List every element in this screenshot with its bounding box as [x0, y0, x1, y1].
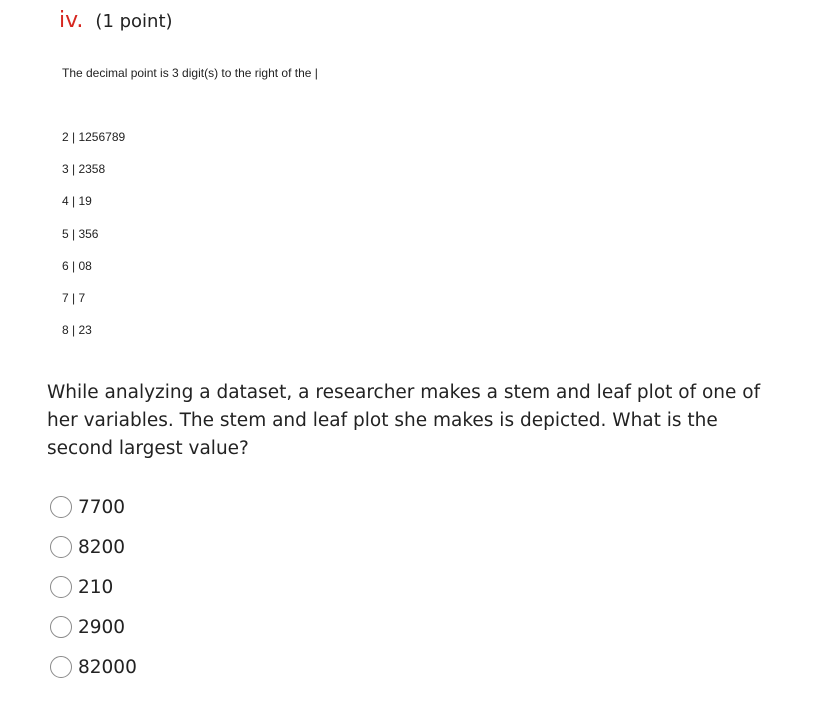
radio-button[interactable] — [50, 496, 72, 518]
stem-leaf-row: 4 | 19 — [62, 194, 92, 209]
radio-button[interactable] — [50, 616, 72, 638]
question-header — [59, 8, 173, 33]
answer-option-7700[interactable] — [50, 487, 137, 527]
radio-button[interactable] — [50, 656, 72, 678]
stem-leaf-row: 7 | 7 — [62, 290, 86, 305]
stem-leaf-row: 8 | 23 — [62, 323, 92, 338]
stem-leaf-note: The decimal point is 3 digit(s) to the right of the | — [62, 66, 318, 80]
stem-leaf-plot — [62, 130, 125, 355]
question-number: iv. — [59, 8, 84, 33]
stem-leaf-row: 6 | 08 — [62, 258, 92, 273]
stem-leaf-row: 2 | 1256789 — [62, 130, 126, 144]
answer-option-2900[interactable] — [50, 607, 137, 647]
option-label: 7700 — [78, 496, 126, 518]
radio-button[interactable] — [50, 576, 72, 598]
stem-leaf-row: 3 | 2358 — [62, 162, 106, 177]
question-prompt: While analyzing a dataset, a researcher makes a stem and leaf plot of one of her variables. The stem and leaf plot she makes is depicted. What is the second largest value? — [47, 382, 761, 459]
answer-option-82000[interactable] — [50, 647, 137, 687]
answer-options — [50, 487, 137, 687]
option-label: 82000 — [78, 656, 137, 678]
answer-option-210[interactable] — [50, 567, 137, 607]
stem-leaf-row: 5 | 356 — [62, 226, 99, 241]
option-label: 8200 — [78, 536, 126, 558]
radio-button[interactable] — [50, 536, 72, 558]
option-label: 2900 — [78, 616, 126, 638]
question-points: (1 point) — [95, 11, 173, 32]
answer-option-8200[interactable] — [50, 527, 137, 567]
option-label: 210 — [78, 576, 114, 598]
